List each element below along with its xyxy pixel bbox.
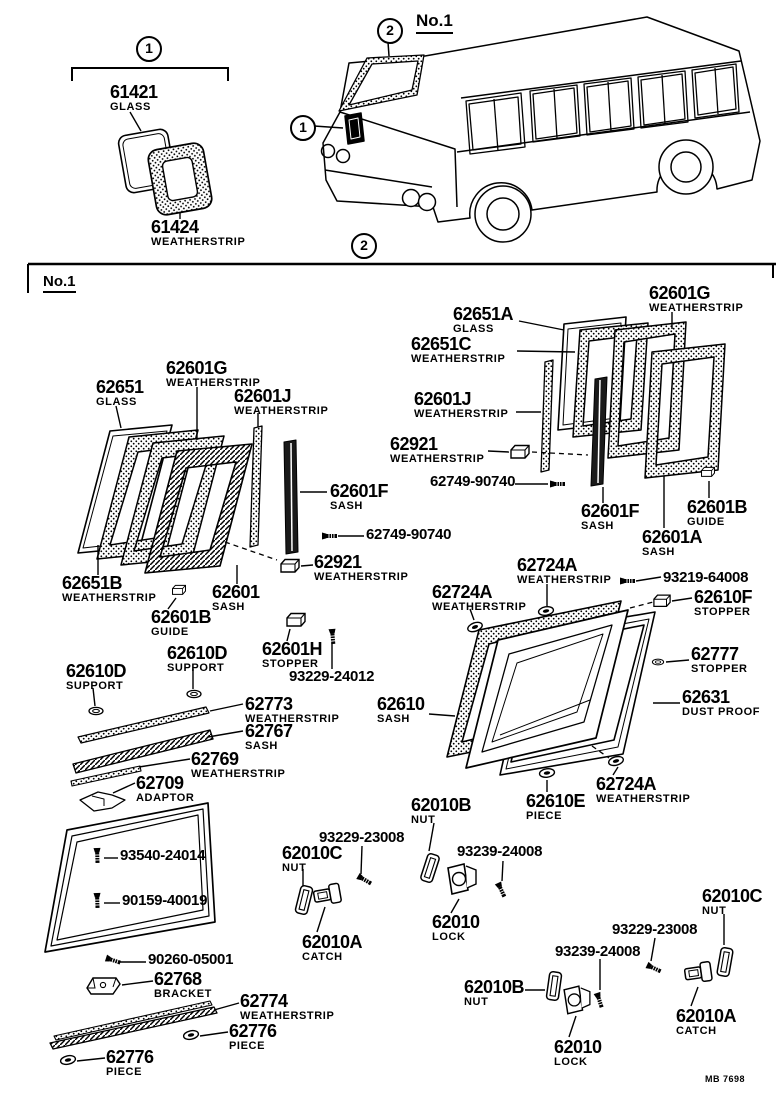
part-label-62749-90740-right: 62749-90740	[430, 473, 516, 490]
part-label-62769: 62769 WEATHERSTRIP	[191, 749, 286, 781]
part-label-62601f-left: 62601F SASH	[330, 481, 389, 513]
part-label-62610f: 62610F STOPPER	[694, 587, 753, 619]
part-label-62010c-right: 62010C NUT	[702, 886, 763, 918]
part-label-62601: 62601 SASH	[212, 582, 260, 614]
part-label-62767: 62767 SASH	[245, 721, 293, 753]
part-label-62010-right: 62010 LOCK	[554, 1037, 602, 1069]
left-window-stack-drawing	[78, 425, 298, 573]
part-label-62724a-left: 62724A WEATHERSTRIP	[432, 582, 527, 614]
right-window-stack-drawing	[541, 317, 725, 486]
callout-1-van: 1	[290, 115, 316, 141]
part-label-62631: 62631 DUST PROOF	[682, 687, 761, 719]
figure-code: MB 7698	[705, 1074, 746, 1084]
part-label-93229-23008-center: 93229-23008	[319, 829, 405, 846]
part-label-62601h: 62601H STOPPER	[262, 639, 323, 671]
part-label-61421: 61421 GLASS	[110, 82, 158, 114]
part-label-62610: 62610 SASH	[377, 694, 425, 726]
part-label-62651c: 62651C WEATHERSTRIP	[411, 334, 506, 366]
part-label-93219-64008: 93219-64008	[663, 569, 749, 586]
part-label-62601j-left: 62601J WEATHERSTRIP	[234, 386, 329, 418]
part-label-62010-center: 62010 LOCK	[432, 912, 480, 944]
part-label-62768: 62768 BRACKET	[154, 969, 212, 1001]
part-label-62010a-center: 62010A CATCH	[302, 932, 363, 964]
part-label-62601g-left: 62601G WEATHERSTRIP	[166, 358, 261, 390]
part-label-62601b-right: 62601B GUIDE	[687, 497, 748, 529]
part-label-62709: 62709 ADAPTOR	[136, 773, 195, 805]
van-drawing	[314, 17, 760, 242]
part-label-61424: 61424 WEATHERSTRIP	[151, 217, 246, 249]
part-label-93540-24014: 93540-24014	[120, 847, 206, 864]
weatherstrip-61424-drawing	[147, 142, 214, 217]
part-label-90159-40019: 90159-40019	[122, 892, 208, 909]
part-label-62651a: 62651A GLASS	[453, 304, 514, 336]
section-no1-header: No.1	[43, 273, 76, 293]
part-label-62724a-top: 62724A WEATHERSTRIP	[517, 555, 612, 587]
part-label-62010c-center: 62010C NUT	[282, 843, 343, 875]
part-label-62601b-left: 62601B GUIDE	[151, 607, 212, 639]
part-label-90260-05001: 90260-05001	[148, 951, 234, 968]
part-label-62010b-center: 62010B NUT	[411, 795, 472, 827]
callout-2-van-bottom: 2	[351, 233, 377, 259]
part-label-62777: 62777 STOPPER	[691, 644, 748, 676]
part-label-62773: 62773 WEATHERSTRIP	[245, 694, 340, 726]
part-label-93239-24008-right: 93239-24008	[555, 943, 641, 960]
part-label-62774: 62774 WEATHERSTRIP	[240, 991, 335, 1023]
part-label-93229-24012: 93229-24012	[289, 668, 375, 685]
part-label-62610e: 62610E PIECE	[526, 791, 586, 823]
van-no1-label: No.1	[416, 11, 453, 34]
callout-1-bracket: 1	[136, 36, 162, 62]
part-label-62651: 62651 GLASS	[96, 377, 144, 409]
part-label-62724a-bottom: 62724A WEATHERSTRIP	[596, 774, 691, 806]
part-label-62651b: 62651B WEATHERSTRIP	[62, 573, 157, 605]
part-label-62749-90740-left: 62749-90740	[366, 526, 452, 543]
callout-2-van-top: 2	[377, 18, 403, 44]
part-label-93239-24008-center: 93239-24008	[457, 843, 543, 860]
part-label-62610d-left: 62610D SUPPORT	[66, 661, 127, 693]
part-label-93229-23008-right: 93229-23008	[612, 921, 698, 938]
part-label-62010a-right: 62010A CATCH	[676, 1006, 737, 1038]
part-label-62601a: 62601A SASH	[642, 527, 703, 559]
part-label-62776-right: 62776 PIECE	[229, 1021, 277, 1053]
part-label-62601g-right: 62601G WEATHERSTRIP	[649, 283, 744, 315]
part-label-62776-left: 62776 PIECE	[106, 1047, 154, 1079]
part-label-62601f-right: 62601F SASH	[581, 501, 640, 533]
part-label-62601j-right: 62601J WEATHERSTRIP	[414, 389, 509, 421]
part-label-62610d-right: 62610D SUPPORT	[167, 643, 228, 675]
part-label-62010b-right: 62010B NUT	[464, 977, 525, 1009]
part-label-62921-left: 62921 WEATHERSTRIP	[314, 552, 409, 584]
part-label-62921-right: 62921 WEATHERSTRIP	[390, 434, 485, 466]
